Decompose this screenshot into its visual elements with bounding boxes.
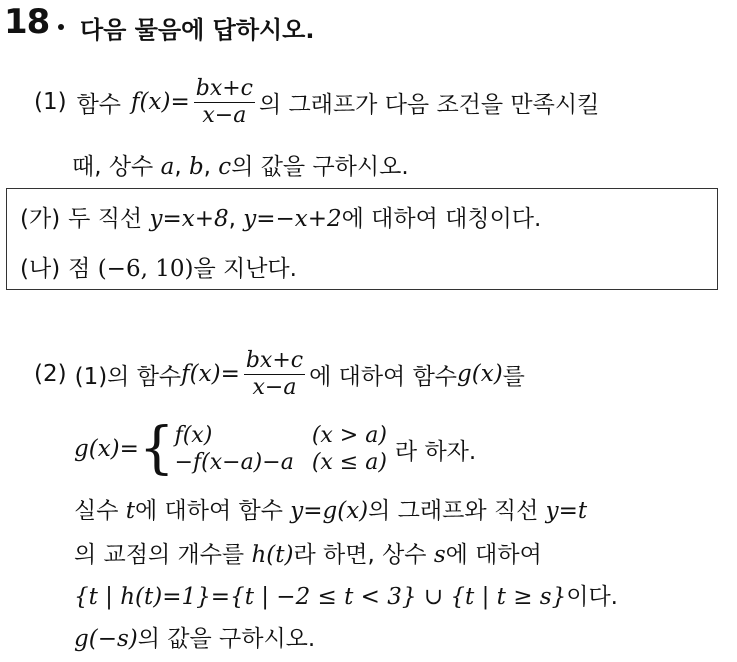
text: 에 대하여 [445,542,542,568]
problem-title: 다음 물음에 답하시오. [80,16,315,44]
g-lhs: g(x)= [74,436,139,462]
part1-func-word: 함수 [76,91,122,118]
case1-cond: (x > a) [311,423,387,448]
text: 의 교점의 개수를 [74,542,252,568]
part2-line1-mid: 에 대하여 함수 [309,363,458,390]
comma: , [228,206,244,232]
part1-denominator: x−a [202,102,247,128]
y-eq-t: y=t [545,498,588,524]
part2-line5 [74,578,618,611]
part2-f-lhs: f(x)= [181,361,240,387]
problem-number: 18 [4,2,50,42]
part1-line2 [72,148,409,181]
const-c: c [218,154,232,180]
piecewise-definition [74,418,476,480]
y-eq-g: y=g(x) [290,498,369,524]
part2-label: (2) [34,361,67,387]
left-brace: { [138,416,175,481]
part1-label: (1) [34,89,67,115]
g-of-minus-s: g(−s) [74,626,138,652]
part2-line1-tail: 를 [502,363,525,390]
part1-line1 [34,72,599,132]
condition-ga-label: (가) [20,206,61,232]
part1-line1-tail: 의 그래프가 다음 조건을 만족시킬 [258,91,600,118]
text: 에 대하여 함수 [135,498,291,524]
comma: , [174,154,189,180]
number-dot [58,24,64,30]
text: 의 그래프와 직선 [368,498,546,524]
var-t: t [125,498,135,524]
g-tail: 라 하자. [394,438,477,465]
part2-numerator: bx+c [245,347,304,373]
const-a: a [160,154,175,180]
part2-ref: (1)의 함수 [74,363,182,390]
text: 의 값을 구하시오. [137,626,316,652]
condition-na-label: (나) [20,256,61,282]
part2-fraction [244,348,305,401]
part1-fraction [194,76,255,129]
text: 이다. [566,584,618,610]
condition-na-tail: 을 지난다. [193,256,297,282]
part1-f-lhs: f(x)= [131,89,190,115]
case1-expr: f(x) [174,423,213,448]
var-s: s [433,542,446,568]
case2-cond: (x ≤ a) [311,450,387,475]
part2-denominator: x−a [252,374,297,400]
point-coords: (−6, 10) [97,256,194,282]
g-of-x: g(x) [457,361,503,387]
text: 라 하면, 상수 [293,542,434,568]
condition-na-pre: 점 [68,256,98,282]
line-eq-1: y=x+8 [149,206,229,232]
part2-line1 [34,344,525,404]
comma: , [203,154,219,180]
part1-line2-tail: 의 값을 구하시오. [231,154,409,180]
const-b: b [188,154,204,180]
case2-expr: −f(x−a)−a [174,450,294,475]
condition-ga-pre: 두 직선 [68,206,150,232]
condition-ga-tail: 에 대하여 대칭이다. [341,206,542,232]
part1-numerator: bx+c [195,75,253,101]
part2-line4 [74,536,542,569]
set-equation: {t | h(t)=1}={t | −2 ≤ t < 3} ∪ {t | t ≥ s} [74,584,567,610]
part2-line6 [74,620,315,653]
text: 실수 [74,498,126,524]
line-eq-2: y=−x+2 [243,206,342,232]
condition-na [20,250,297,283]
part1-line2-a: 때, 상수 [72,154,161,180]
part2-line3 [74,492,587,525]
condition-ga [20,200,541,233]
h-of-t: h(t) [251,542,294,568]
